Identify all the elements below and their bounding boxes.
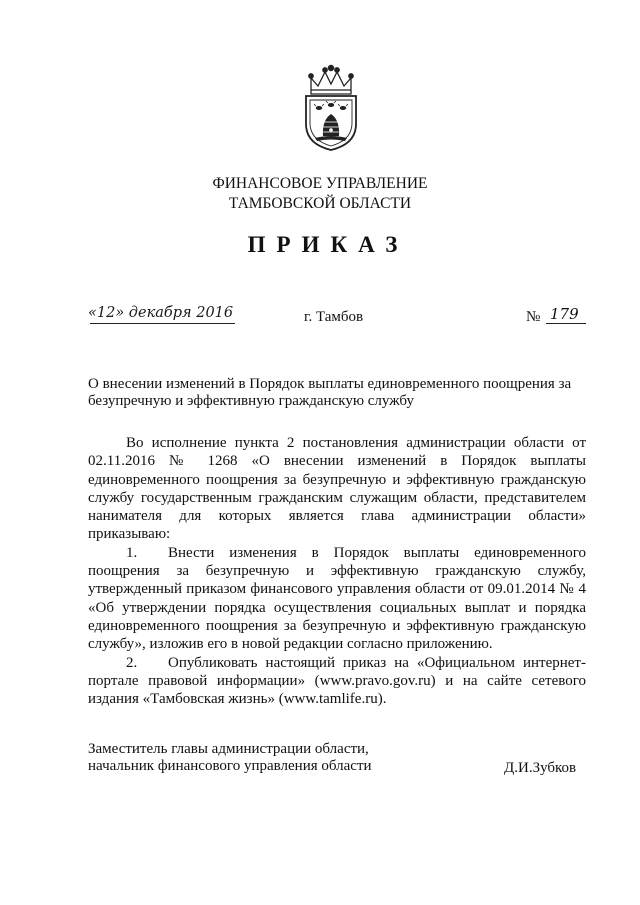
handwritten-number: 179 <box>550 305 579 323</box>
handwritten-date: «12» декабря 2016 <box>88 305 234 321</box>
item-1-number: 1. <box>126 544 138 561</box>
item-1-text: Внести изменения в Порядок выплаты единовременного поощрения за безупречную и эффективную гражданскую службу, утвержденный приказом финансового управления области от 09.01.2014 № 4 «Об утверждении порядка осуществления социальных выплат и порядка единовременного поощрения за безупречную и эффективную гражданскую службу», изложив его в новой редакции согласно приложению. <box>88 544 586 653</box>
subject-line1: О внесении изменений в Порядок выплаты единовременного поощрения за <box>88 376 572 392</box>
body-item-2 <box>88 654 586 709</box>
organization-name-line1: ФИНАНСОВОЕ УПРАВЛЕНИЕ <box>212 175 428 192</box>
tambov-coat-of-arms-icon <box>298 64 364 152</box>
signatory-position <box>88 741 372 775</box>
document-date <box>88 305 240 331</box>
item-2-number: 2. <box>126 654 138 671</box>
subject-line2: безупречную и эффективную гражданскую службу <box>88 393 414 409</box>
date-underline <box>90 323 235 324</box>
document-type-title: ПРИКАЗ <box>247 232 409 257</box>
number-underline <box>546 323 586 324</box>
item-2-text: Опубликовать настоящий приказ на «Официальном интернет-портале правовой информации» (www.pravo.gov.ru) и на сайте сетевого издания «Тамбовская жизнь» (www.tamlife.ru). <box>88 654 586 708</box>
signatory-position-line1: Заместитель главы администрации области, <box>88 741 369 757</box>
number-sign: № <box>526 309 541 325</box>
document-body <box>88 434 586 708</box>
document-subject <box>88 376 608 410</box>
body-intro: Во исполнение пункта 2 постановления администрации области от 02.11.2016 № 1268 «О внесении изменений в Порядок выплаты единовременного поощрения за безупречную и эффективную гражданскую службу государственным гражданским служащим области, представителем нанимателя для которых является глава администрации области» приказываю: <box>88 435 586 543</box>
body-item-1 <box>88 544 586 654</box>
document-city: г. Тамбов <box>304 309 364 325</box>
document-number <box>526 305 586 331</box>
organization-name-line2: ТАМБОВСКОЙ ОБЛАСТИ <box>228 195 412 212</box>
signatory-name: Д.И.Зубков <box>504 760 577 776</box>
signatory-position-line2: начальник финансового управления области <box>88 758 372 774</box>
